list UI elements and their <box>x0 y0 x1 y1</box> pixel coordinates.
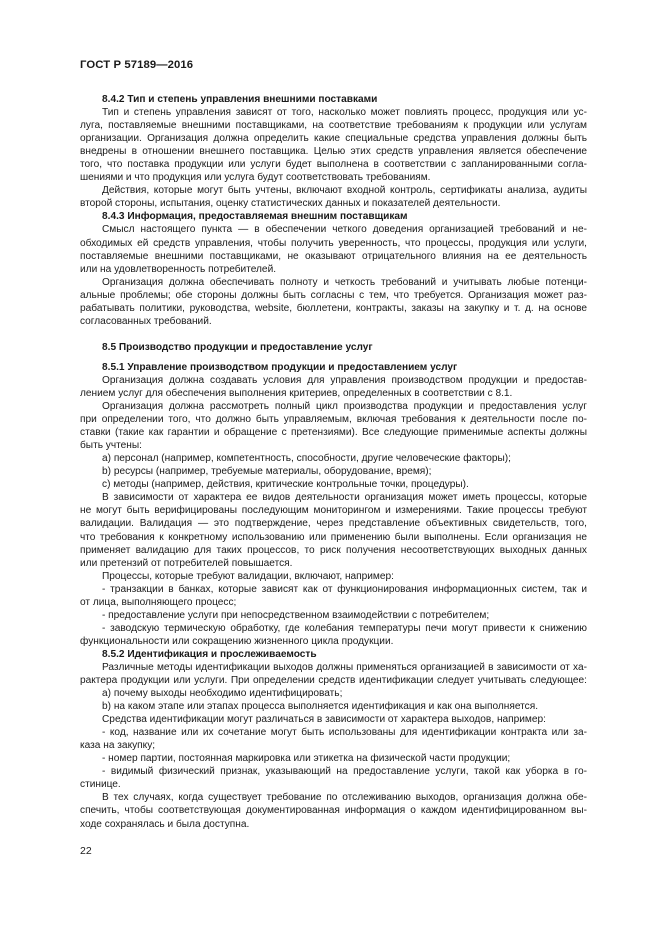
text-line: стинице. <box>80 779 121 791</box>
text-line: спечить, чтобы соответствующая документированная информация о каждом идентифицированном вы- <box>80 805 587 817</box>
text-line: Процессы, которые требуют валидации, включают, например: <box>102 570 394 582</box>
text-line: организации. Организация должна определить какие специальные средства управления должны быть <box>80 133 587 145</box>
page-number: 22 <box>80 845 92 857</box>
text-line: второй стороны, испытания, оценку статистических данных и показателей деятельности. <box>80 198 501 210</box>
text-line: альные проблемы; обе стороны должны быть согласны с тем, что требуется. Организация может раз- <box>80 289 587 301</box>
text-line: Действия, которые могут быть учтены, включают входной контроль, сертификаты анализа, аудиты <box>102 185 587 197</box>
page-header-standard-id: ГОСТ Р 57189—2016 <box>80 59 194 71</box>
heading-8-5-2: 8.5.2 Идентификация и прослеживаемость <box>102 648 317 660</box>
text-line: не могут быть верифицированы последующим мониторингом и измерениями. Такие процессы требуют <box>80 505 587 517</box>
list-item: b) на каком этапе или этапах процесса выполняется идентификация и как она выполняется. <box>102 701 539 713</box>
text-line: при определении того, что должно быть управляемым, включая требования к деятельности после по- <box>80 414 587 426</box>
text-line: ставки (такие как гарантии и обращение с претензиями). Все следующие применимые аспекты должны <box>80 427 587 439</box>
text-line: Организация должна обеспечивать полноту и четкость требований и учитывать любые потенци- <box>102 276 587 288</box>
text-line: того, что поставка продукции или услуги будет выполнена в соответствии с запланированными согла- <box>80 159 587 171</box>
text-line: каза на закупку; <box>80 740 156 752</box>
text-line: поставляемые внешними поставщиками, не оказывают отрицательного влияния на ее деятельность <box>80 250 587 262</box>
list-item: - видимый физический признак, указывающий на предоставление услуги, такой как уборка в го- <box>102 766 587 778</box>
text-line: ходе сохранялась и была доступна. <box>80 818 250 830</box>
text-line: луга, поставляемые внешними поставщиками, на соответствие требованиям к продукции или услугам <box>80 120 587 132</box>
heading-8-4-3: 8.4.3 Информация, предоставляемая внешним поставщикам <box>102 211 408 223</box>
text-line: или претензий от потребителей повышается. <box>80 557 293 569</box>
text-line: Смысл настоящего пункта — в обеспечении четкого доведения организацией требований и не- <box>102 224 587 236</box>
list-item: - транзакции в банках, которые зависят как от функционирования информационных систем, так и <box>102 583 587 595</box>
text-line: функциональности или сокращению жизненного цикла продукции. <box>80 635 394 647</box>
text-line: применяет валидацию для таких процессов, то риск получения несоответствующих выходных данных <box>80 544 587 556</box>
text-line: Тип и степень управления зависят от того, насколько может повлиять процесс, продукция или ус- <box>102 107 587 119</box>
text-line: согласованных требований. <box>80 315 212 327</box>
text-line: внедрены в отношении внешнего поставщика. Целью этих средств управления является обеспечение <box>80 146 587 158</box>
list-item: - код, название или их сочетание могут быть использованы для идентификации контракта или за- <box>102 727 587 739</box>
text-line: от лица, выполняющего процесс; <box>80 596 237 608</box>
text-line: обходимых ей средств управления, чтобы получить уверенность, что процессы, продукция или услуги, <box>80 237 587 249</box>
text-line: рабатывать политики, руководства, website, бюллетени, контракты, заказы на закупку и т. д. на основе <box>80 302 587 314</box>
list-item: a) почему выходы необходимо идентифицировать; <box>102 688 343 700</box>
list-item: - предоставление услуги при непосредственном взаимодействии с потребителем; <box>102 609 490 621</box>
list-item: - номер партии, постоянная маркировка или этикетка на физической части продукции; <box>102 753 511 765</box>
text-line: Различные методы идентификации выходов должны применяться организацией в зависимости от ха- <box>102 661 587 673</box>
heading-8-5: 8.5 Производство продукции и предоставление услуг <box>102 341 373 353</box>
text-line: валидации. Валидация — это подтверждение, через представление объективных свидетельств, того, <box>80 518 587 530</box>
list-item: b) ресурсы (например, требуемые материалы, оборудование, время); <box>102 466 432 478</box>
text-line: В тех случаях, когда существует требование по отслеживанию выходов, организация должна обе- <box>102 792 587 804</box>
list-item: a) персонал (например, компетентность, способности, другие человеческие факторы); <box>102 453 511 465</box>
text-line: лением услуг для обеспечения выполнения критериев, определенных в соответствии с 8.1. <box>80 387 513 399</box>
list-item: c) методы (например, действия, критические контрольные точки, процедуры). <box>102 479 469 491</box>
heading-8-4-2: 8.4.2 Тип и степень управления внешними поставками <box>102 94 378 105</box>
text-line: быть учтены: <box>80 440 142 452</box>
text-line: Средства идентификации могут различаться в зависимости от характера выходов, например: <box>102 714 546 726</box>
heading-8-5-1: 8.5.1 Управление производством продукции и предоставлением услуг <box>102 361 458 373</box>
text-line: рактера продукции или услуги. При определении средств идентификации следует учитывать следующее: <box>80 675 587 687</box>
text-line: или на удовлетворенность потребителей. <box>80 263 277 275</box>
text-line: В зависимости от характера ее видов деятельности организация может иметь процессы, которые <box>102 492 587 504</box>
text-line: шениями и что продукция или услуга будут соответствовать требованиям. <box>80 172 431 184</box>
text-line: Организация должна рассмотреть полный цикл производства продукции и предоставления услуг <box>102 401 587 413</box>
text-line: что требования к конкретному использованию или применению были выполнены. Если организация не <box>80 531 587 543</box>
text-line: Организация должна создавать условия для управления производством продукции и предостав- <box>102 374 587 386</box>
document-body <box>80 93 587 831</box>
list-item: - заводскую термическую обработку, где колебания температуры печи могут привести к снижению <box>102 622 587 634</box>
